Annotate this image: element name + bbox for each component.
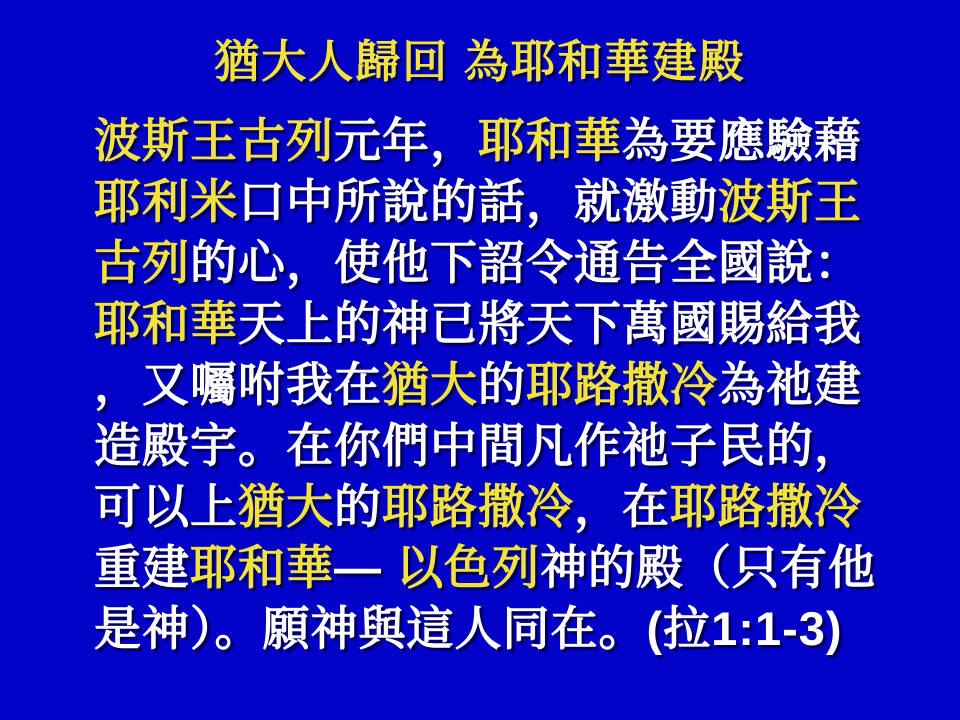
slide-title: 猶大人歸回 為耶和華建殿 [214, 36, 746, 87]
text-segment: 為祂建 [718, 358, 862, 411]
text-segment: ，又囑咐我在 [94, 358, 382, 411]
highlighted-text-segment: 猶大 [238, 480, 334, 533]
body-line [94, 415, 960, 476]
highlighted-text-segment: 以色列 [396, 541, 541, 594]
highlighted-text-segment: 耶路撒冷 [382, 480, 574, 533]
text-segment: 為要應驗藉 [622, 114, 862, 167]
text-segment: ，在 [574, 480, 670, 533]
body-line [94, 476, 960, 537]
highlighted-text-segment: 耶和華 [94, 297, 238, 350]
highlighted-text-segment: 波斯王 [718, 175, 862, 228]
body-line [94, 232, 960, 293]
highlighted-text-segment: 耶和華 [478, 114, 622, 167]
body-line [94, 598, 960, 659]
body-line [94, 293, 960, 354]
text-segment: 造殿宇。在你們中間凡作祂子民的， [94, 419, 862, 472]
highlighted-text-segment: 波斯王古列 [94, 114, 334, 167]
text-segment: 口中所說的話，就激動 [238, 175, 718, 228]
highlighted-text-segment: 耶路撒冷 [526, 358, 718, 411]
text-segment: — [334, 541, 397, 594]
text-segment: 元年， [334, 114, 478, 167]
text-segment: 可以上 [94, 480, 238, 533]
highlighted-text-segment: 耶和華 [190, 541, 334, 594]
text-segment: 天上的神已將天下萬國賜給我 [238, 297, 862, 350]
highlighted-text-segment: 猶大 [382, 358, 478, 411]
text-segment: 的 [478, 358, 526, 411]
highlighted-text-segment: 耶路撒冷 [670, 480, 862, 533]
body-line [94, 110, 960, 171]
text-segment: 的心，使他下詔令通告全國說： [190, 236, 862, 289]
body-line [94, 171, 960, 232]
highlighted-text-segment: 古列 [94, 236, 190, 289]
highlighted-text-segment: 耶利米 [94, 175, 238, 228]
body-line [94, 537, 960, 598]
text-segment: 神的殿（只有他 [540, 541, 877, 594]
text-segment: 是神）。願神與這人同在。(拉1:1-3) [94, 602, 843, 655]
text-segment: 重建 [94, 541, 190, 594]
text-segment: 的 [334, 480, 382, 533]
body-line [94, 354, 960, 415]
slide-body-text [0, 110, 960, 659]
